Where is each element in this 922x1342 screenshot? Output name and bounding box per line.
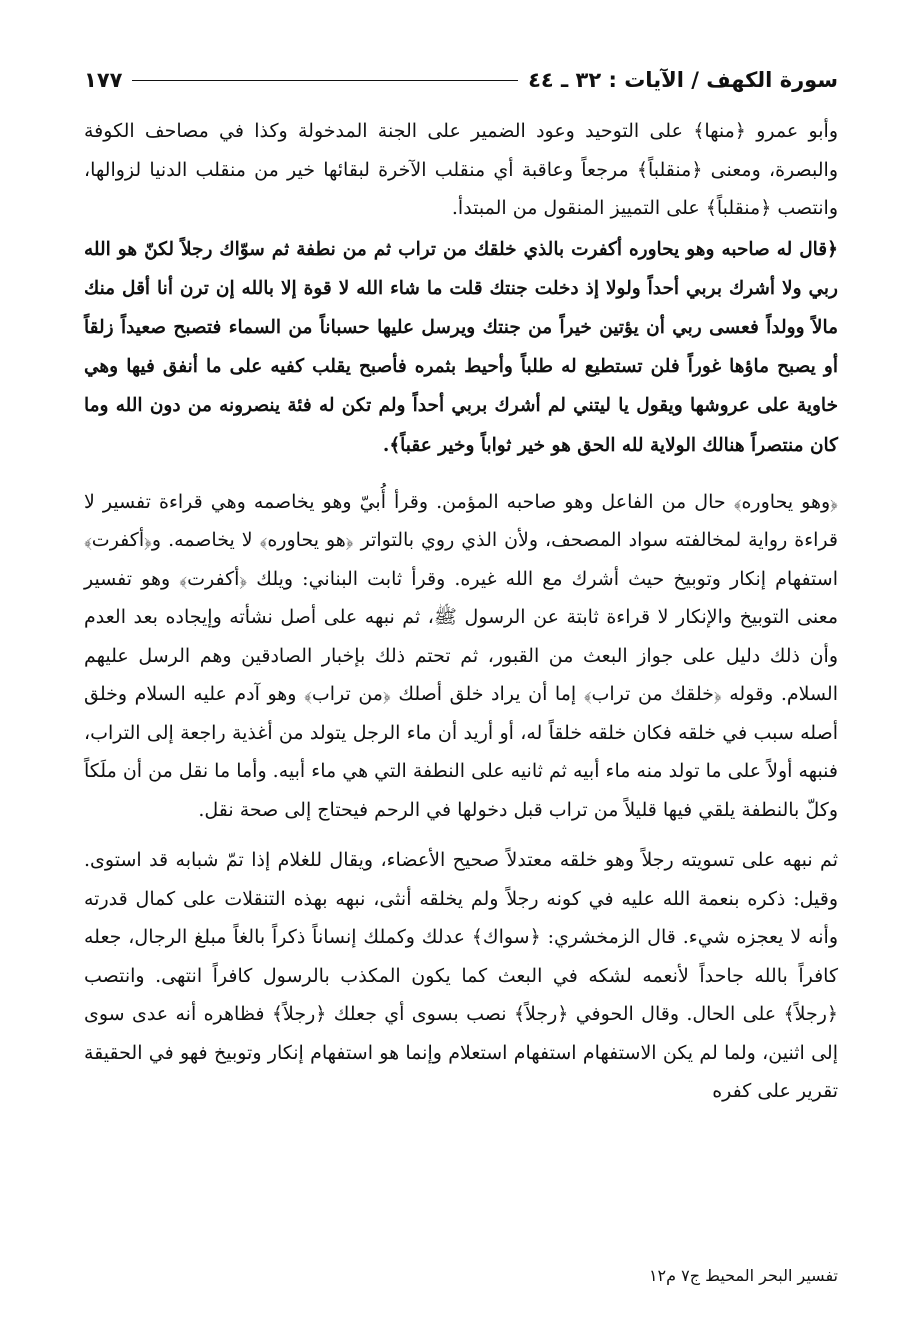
intro-text: وأبو عمرو ﴿منها﴾ على التوحيد وعود الضمير على الجنة المدخولة وكذا في مصاحف الكوفة والبصرة، ومعنى ﴿منقلباً﴾ مرجعاً وعاقبة أي منقلب الآخرة لبقائها خير من منقلب الدنيا لزوالها، وانتصب ﴿منقلباً﴾ على التمييز المنقول من المبتدأ. — [84, 120, 838, 219]
printer-signature: تفسير البحر المحيط ج٧ م١٢ — [648, 1266, 838, 1285]
tafsir-paragraph-2 — [84, 841, 838, 1111]
verse-text: ﴿قال له صاحبه وهو يحاوره أكفرت بالذي خلقك من تراب ثم من نطفة ثم سوّاك رجلاً لكنّ هو الله ربي ولا أشرك بربي أحداً ولولا إذ دخلت جنتك قلت ما شاء الله لا قوة إلا بالله إن ترن أنا أقل منك مالاً وولداً فعسى ربي أن يؤتين خيراً من جنتك ويرسل عليها حسباناً من السماء فتصبح صعيداً زلقاً أو يصبح ماؤها غوراً فلن تستطيع له طلباً وأحيط بثمره فأصبح يقلب كفيه على ما أنفق فيها وهي خاوية على عروشها ويقول يا ليتني لم أشرك بربي أحداً ولم تكن له فئة ينصرونه من دون الله وما كان منتصراً هنالك الولاية لله الحق هو خير ثواباً وخير عقباً﴾. — [84, 238, 838, 456]
running-header — [84, 68, 838, 110]
page-number: ١٧٧ — [84, 68, 123, 92]
surah-title: سورة الكهف / الآيات : ٣٢ ـ ٤٤ — [528, 68, 838, 92]
header-rule — [132, 80, 518, 81]
quran-verse-block — [84, 230, 838, 465]
tafsir2-text: ثم نبهه على تسويته رجلاً وهو خلقه معتدلاً صحيح الأعضاء، ويقال للغلام إذا تمّ شبابه قد استوى. وقيل: ذكره بنعمة الله عليه في كونه رجلاً ولم يخلقه أنثى، نبهه بهذه التنقلات على كمال قدرته وأنه لا يعجزه شيء. قال الزمخشري: ﴿سواك﴾ عدلك وكملك إنساناً ذكراً بالغاً مبلغ الرجال، جعله كافراً بالله جاحداً لأنعمه لشكه في البعث كما يكون المكذب بالرسول كافراً انتهى. وانتصب ﴿رجلاً﴾ على الحال. وقال الحوفي ﴿رجلاً﴾ نصب بسوى أي جعلك ﴿رجلاً﴾ فظاهره أنه عدى سوى إلى اثنين، ولما لم يكن الاستفهام استفهام استعلام وإنما هو استفهام إنكار وتوبيخ فهو في الحقيقة تقرير على كفره — [84, 849, 838, 1103]
intro-paragraph — [84, 112, 838, 228]
tafsir1-text: ﴿وهو يحاوره﴾ حال من الفاعل وهو صاحبه المؤمن. وقرأ أُبيّ وهو يخاصمه وهي قراءة تفسير لا قراءة رواية لمخالفته سواد المصحف، ولأن الذي روي بالتواتر ﴿هو يحاوره﴾ لا يخاصمه. و﴿أكفرت﴾ استفهام إنكار وتوبيخ حيث أشرك مع الله غيره. وقرأ ثابت البناني: ويلك ﴿أكفرت﴾ وهو تفسير معنى التوبيخ والإنكار لا قراءة ثابتة عن الرسول ﷺ، ثم نبهه على أصل نشأته وإيجاده بعد العدم وأن ذلك دليل على جواز البعث من القبور، ثم تحتم ذلك بإخبار الصادقين وهم الرسل عليهم السلام. وقوله ﴿خلقك من تراب﴾ إما أن يراد خلق أصلك ﴿من تراب﴾ وهو آدم عليه السلام وخلق أصله سبب في خلقه فكان خلقه خلقاً له، أو أريد أن ماء الرجل يتولد من أغذية راجعة إلى التراب، فنبهه أولاً على ما تولد منه ماء أبيه ثم ثانيه على النطفة التي هي ماء أبيه. وأما ما نقل من أن ملَكاً وكلّ بالنطفة يلقي فيها قليلاً من تراب قبل دخولها في الرحم فيحتاج إلى صحة نقل. — [84, 490, 838, 821]
tafsir-paragraph-1 — [84, 483, 838, 830]
